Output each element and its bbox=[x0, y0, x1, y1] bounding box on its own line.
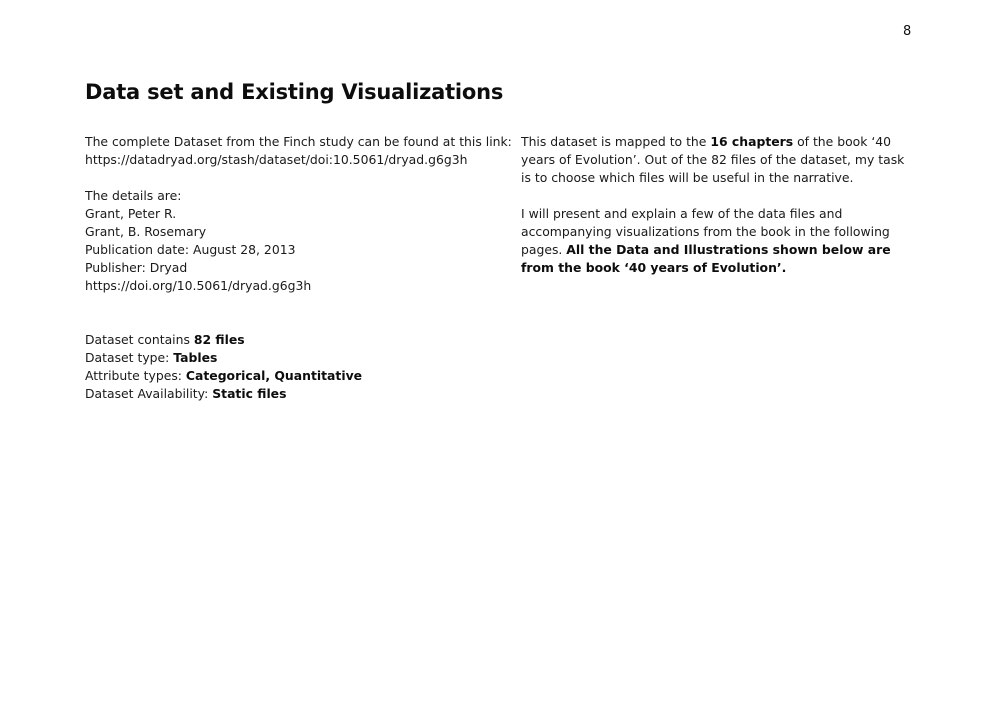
details-heading: The details are: bbox=[85, 188, 182, 203]
attribute-attribute-types bbox=[85, 367, 485, 385]
details-publisher: Publisher: Dryad bbox=[85, 260, 188, 275]
attribute-label: Attribute types: bbox=[85, 368, 186, 383]
page-title: Data set and Existing Visualizations bbox=[85, 80, 504, 104]
page-number: 8 bbox=[903, 24, 912, 39]
details-publication-date: Publication date: August 28, 2013 bbox=[85, 242, 296, 257]
attribute-availability bbox=[85, 385, 485, 403]
presentation-text: I will present and explain a few of the data files and accompanying visualizations from the book in the following pages. bbox=[521, 206, 890, 257]
attribute-label: Dataset Availability: bbox=[85, 386, 213, 401]
chapters-highlight: 16 chapters bbox=[710, 134, 794, 149]
right-column bbox=[521, 133, 916, 277]
mapping-text-end: of the book ‘40 years of Evolution’. Out of the 82 files of the dataset, my task is to choose which files will be useful in the narrative. bbox=[521, 134, 905, 185]
details-author-1: Grant, Peter R. bbox=[85, 206, 177, 221]
attribute-value: Categorical, Quantitative bbox=[185, 368, 363, 383]
details-author-2: Grant, B. Rosemary bbox=[85, 224, 207, 239]
attribute-dataset-type bbox=[85, 349, 485, 367]
dataset-intro-text: The complete Dataset from the Finch study can be found at this link: bbox=[85, 134, 512, 149]
mapping-paragraph bbox=[521, 133, 916, 187]
attribute-value: 82 files bbox=[193, 332, 245, 347]
details-doi-link[interactable]: https://doi.org/10.5061/dryad.g6g3h bbox=[85, 278, 312, 293]
presentation-paragraph bbox=[521, 205, 916, 277]
left-column bbox=[85, 133, 512, 403]
attribute-value: Static files bbox=[212, 386, 287, 401]
source-credit-highlight: All the Data and Illustrations shown below are from the book ‘40 years of Evolution’. bbox=[521, 242, 891, 275]
mapping-text-start: This dataset is mapped to the bbox=[521, 134, 711, 149]
dataset-link[interactable]: https://datadryad.org/stash/dataset/doi:10.5061/dryad.g6g3h bbox=[85, 152, 468, 167]
attribute-value: Tables bbox=[173, 350, 218, 365]
attribute-label: Dataset contains bbox=[85, 332, 194, 347]
attribute-label: Dataset type: bbox=[85, 350, 174, 365]
attribute-file-count bbox=[85, 331, 485, 349]
